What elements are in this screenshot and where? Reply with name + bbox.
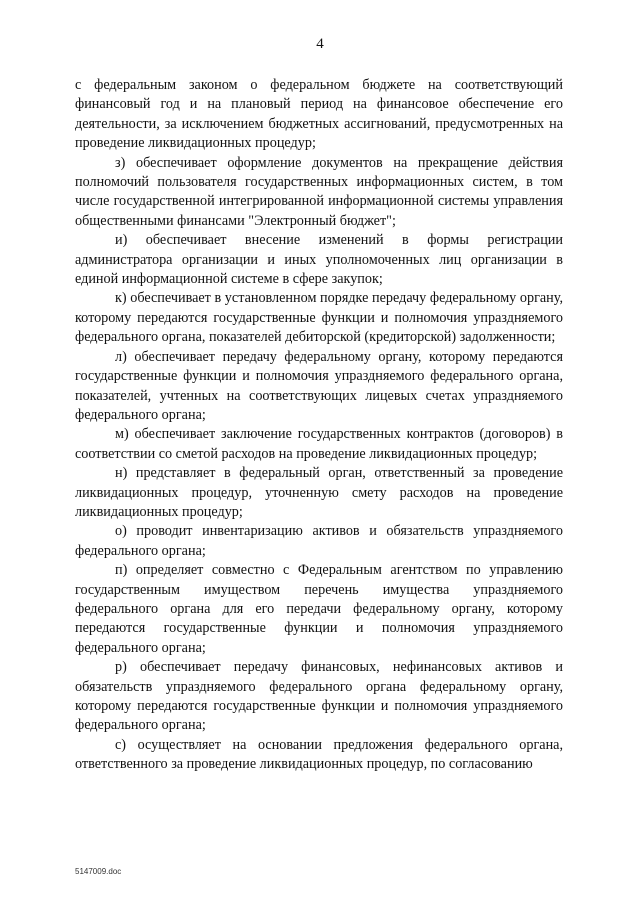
paragraph-item-r: р) обеспечивает передачу финансовых, нефинансовых активов и обязательств упраздняемого федерального органа федеральному органу, которому передаются государственные функции и полномочия упраздняемого федерального органа; — [75, 659, 563, 734]
paragraph-item-k: к) обеспечивает в установленном порядке передачу федеральному органу, которому передаются государственные функции и полномочия упраздняемого федерального органа, показателей дебиторской (кредиторской) задолженности; — [75, 290, 563, 346]
paragraph-continuation: с федеральным законом о федеральном бюджете на соответствующий финансовый год и на плановый период на финансовое обеспечение его деятельности, за исключением бюджетных ассигнований, предусмотренных на проведение ликвидационных процедур; — [75, 77, 563, 152]
document-body — [75, 76, 563, 775]
paragraph-item-n: н) представляет в федеральный орган, ответственный за проведение ликвидационных процедур, уточненную смету расходов на проведение ликвидационных процедур; — [75, 465, 563, 520]
page-number: 4 — [316, 36, 324, 52]
paragraph-item-l: л) обеспечивает передачу федеральному органу, которому передаются государственные функции и полномочия упраздняемого федерального органа, показателей, учтенных на соответствующих лицевых счетах упраздняемого федерального органа; — [75, 348, 563, 423]
paragraph-item-o: о) проводит инвентаризацию активов и обязательств упраздняемого федерального органа; — [75, 523, 563, 559]
paragraph-item-z: з) обеспечивает оформление документов на прекращение действия полномочий пользователя государственных информационных систем, в том числе государственной интегрированной информационной системы управления общественными финансами "Электронный бюджет"; — [75, 154, 563, 229]
paragraph-item-i: и) обеспечивает внесение изменений в формы регистрации администратора организации и иных уполномоченных лиц организации в единой информационной системе в сфере закупок; — [75, 232, 563, 288]
paragraph-item-s: с) осуществляет на основании предложения федерального органа, ответственного за проведение ликвидационных процедур, по согласованию — [75, 736, 563, 773]
paragraph-item-p: п) определяет совместно с Федеральным агентством по управлению государственным имуществом перечень имущества упраздняемого федерального органа для его передачи федеральному органу, которому передаются государственные функции и полномочия упраздняемого федерального органа; — [75, 562, 563, 656]
paragraph-item-m: м) обеспечивает заключение государственных контрактов (договоров) в соответствии со сметой расходов на проведение ликвидационных процедур; — [75, 426, 563, 462]
document-file-code: 5147009.doc — [75, 867, 122, 876]
